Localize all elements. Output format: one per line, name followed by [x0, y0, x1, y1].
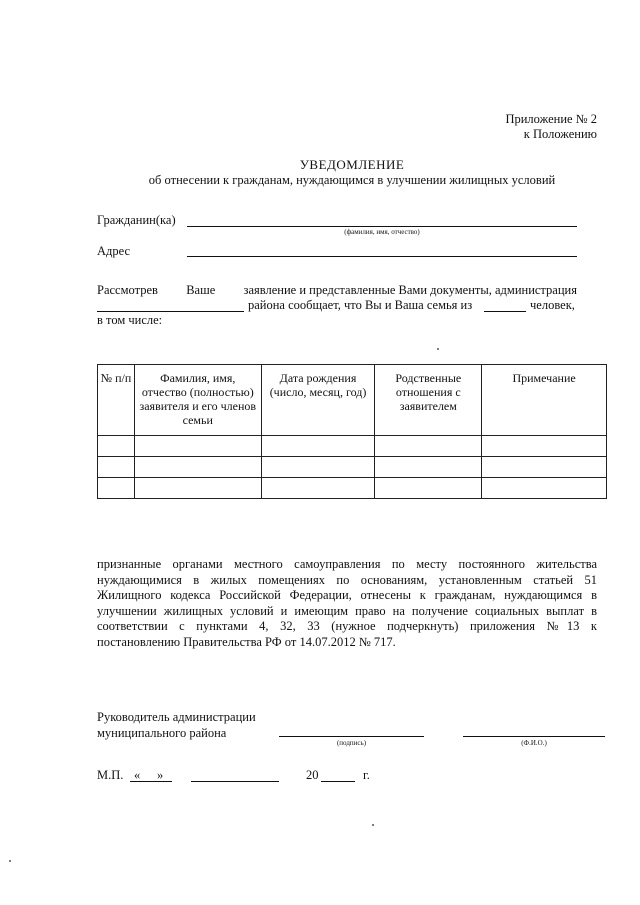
address-label: Адрес	[97, 244, 131, 258]
header-note: Примечание	[482, 365, 607, 436]
intro-line-2-text: района сообщает, что Вы и Ваша семья из	[248, 298, 473, 312]
body-line: соответствии с пунктами 4, 32, 33 (нужное подчеркнуть) приложения №13 к	[97, 619, 597, 633]
year-line	[321, 781, 355, 782]
scan-speck	[437, 348, 439, 350]
header-relation: Родственные отношения с заявителем	[375, 365, 482, 436]
signature-line	[279, 736, 424, 737]
body-line: Жилищного кодекса Российской Федерации, отнесены к гражданам, нуждающимся в	[97, 588, 597, 602]
document-title: УВЕДОМЛЕНИЕ	[299, 157, 405, 172]
body-line: постановлению Правительства РФ от 14.07.2012 № 717.	[97, 634, 396, 649]
signature-title	[97, 709, 256, 741]
head-title-line-2: муниципального района	[97, 726, 227, 740]
scan-speck	[372, 824, 374, 826]
address-line	[187, 256, 577, 257]
head-title-line-1: Руководитель администрации	[97, 710, 256, 724]
intro-word-1: Рассмотрев	[97, 283, 158, 297]
body-line: нуждающимися в жилых помещениях по основаниям, установленным статьей 51	[97, 572, 597, 587]
family-count-line	[484, 311, 526, 312]
table-header-row	[98, 365, 607, 436]
day-line	[130, 781, 172, 782]
citizen-hint: (фамилия, имя, отчество)	[344, 228, 420, 236]
year-suffix: г.	[363, 768, 370, 782]
table-row	[98, 457, 607, 478]
name-line	[463, 736, 605, 737]
quote-close: »	[157, 768, 164, 782]
intro-word-2: Ваше	[186, 283, 216, 297]
header-fullname: Фамилия, имя, отчество (полностью) заявителя и его членов семьи	[134, 365, 261, 436]
citizen-line	[187, 226, 577, 227]
body-line: признанные органами местного самоуправления по месту постоянного жительства	[97, 557, 597, 571]
intro-line-1	[97, 283, 577, 298]
intro-line-3: в том числе:	[97, 313, 163, 327]
body-paragraph	[97, 557, 597, 650]
appendix-number: Приложение № 2	[505, 112, 597, 126]
table-row	[98, 436, 607, 457]
month-line	[191, 781, 279, 782]
scan-speck	[9, 860, 11, 862]
quote-open: «	[134, 768, 141, 782]
citizen-label: Гражданин(ка)	[97, 213, 176, 227]
stamp-label: М.П.	[97, 768, 124, 782]
intro-line-2-end: человек,	[530, 298, 575, 312]
body-line: улучшении жилищных условий и имеющим право на получение социальных выплат в	[97, 603, 597, 618]
table-row	[98, 478, 607, 499]
family-table	[97, 364, 607, 499]
header-number: № п/п	[98, 365, 135, 436]
name-hint: (Ф.И.О.)	[521, 739, 547, 747]
header-birthdate: Дата рождения (число, месяц, год)	[261, 365, 375, 436]
document-subtitle: об отнесении к гражданам, нуждающимся в улучшении жилищных условий	[148, 173, 556, 187]
year-prefix: 20	[306, 768, 319, 782]
appendix-block	[480, 112, 597, 142]
signature-hint: (подпись)	[336, 739, 367, 747]
intro-rest: заявление и представленные Вами документы, администрация	[243, 283, 577, 297]
district-line	[97, 311, 244, 312]
appendix-reference: к Положению	[523, 127, 597, 141]
